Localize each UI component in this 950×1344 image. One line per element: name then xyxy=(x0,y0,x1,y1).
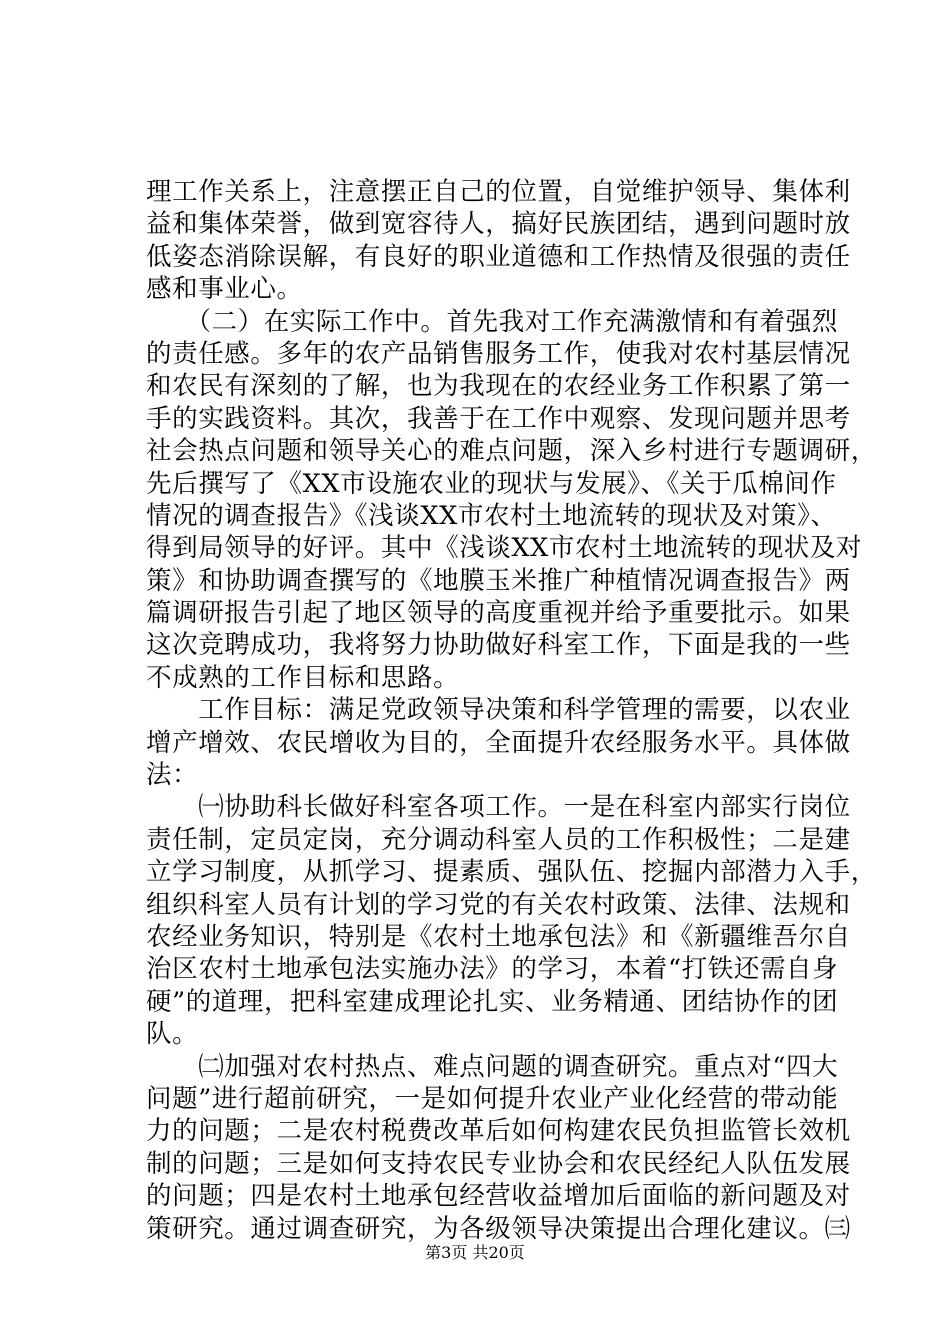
text-line: 队。 xyxy=(146,1019,199,1050)
text-line: 力的问题；二是农村税费改革后如何构建农民负担监管长效机 xyxy=(146,1116,851,1147)
text-line: 低姿态消除误解，有良好的职业道德和工作热情及很强的责任 xyxy=(146,241,851,272)
text-line: 得到局领导的好评。其中《浅谈XX市农村土地流转的现状及对 xyxy=(146,533,863,564)
text-line: 益和集体荣誉，做到宽容待人，搞好民族团结，遇到问题时放 xyxy=(146,209,851,240)
text-line: 这次竞聘成功，我将努力协助做好科室工作，下面是我的一些 xyxy=(146,630,851,661)
text-line: 手的实践资料。其次，我善于在工作中观察、发现问题并思考 xyxy=(146,403,851,434)
text-line: 治区农村土地承包法实施办法》的学习，本着“打铁还需自身 xyxy=(146,954,839,985)
text-line: 情况的调查报告》《浅谈XX市农村土地流转的现状及对策》、 xyxy=(146,500,837,531)
text-line: ㈡加强对农村热点、难点问题的调查研究。重点对“四大 xyxy=(146,1051,839,1082)
text-line: 的责任感。多年的农产品销售服务工作，使我对农村基层情况 xyxy=(146,338,851,369)
text-line: 和农民有深刻的了解，也为我现在的农经业务工作积累了第一 xyxy=(146,371,851,402)
text-line: 的问题；四是农村土地承包经营收益增加后面临的新问题及对 xyxy=(146,1181,851,1212)
text-line: 立学习制度，从抓学习、提素质、强队伍、挖掘内部潜力入手， xyxy=(146,857,877,888)
text-line: （二）在实际工作中。首先我对工作充满激情和有着强烈 xyxy=(146,306,838,337)
text-line: 策》和协助调查撰写的《地膜玉米推广种植情况调查报告》两 xyxy=(146,565,851,596)
text-line: 工作目标：满足党政领导决策和科学管理的需要，以农业 xyxy=(146,695,851,726)
text-line: 增产增效、农民增收为目的，全面提升农经服务水平。具体做 xyxy=(146,727,851,758)
text-line: 感和事业心。 xyxy=(146,274,303,305)
text-line: 问题”进行超前研究，一是如何提升农业产业化经营的带动能 xyxy=(146,1083,839,1114)
page-footer xyxy=(0,1243,950,1263)
text-line: 策研究。通过调查研究，为各级领导决策提出合理化建议。㈢ xyxy=(146,1213,851,1244)
text-line: ㈠协助科长做好科室各项工作。一是在科室内部实行岗位 xyxy=(146,792,851,823)
text-line: 理工作关系上，注意摆正自己的位置，自觉维护领导、集体利 xyxy=(146,177,851,207)
text-line: 制的问题；三是如何支持农民专业协会和农民经纪人队伍发展 xyxy=(146,1148,851,1179)
text-line: 责任制，定员定岗，充分调动科室人员的工作积极性；二是建 xyxy=(146,824,851,855)
text-line: 法： xyxy=(146,760,199,791)
document-body xyxy=(146,176,877,1245)
text-line: 不成熟的工作目标和思路。 xyxy=(146,662,460,693)
text-line: 社会热点问题和领导关心的难点问题，深入乡村进行专题调研， xyxy=(146,436,877,467)
text-line: 硬”的道理，把科室建成理论扎实、业务精通、团结协作的团 xyxy=(146,986,839,1017)
text-line: 组织科室人员有计划的学习党的有关农村政策、法律、法规和 xyxy=(146,889,851,920)
text-line: 篇调研报告引起了地区领导的高度重视并给予重要批示。如果 xyxy=(146,598,851,629)
text-line: 农经业务知识，特别是《农村土地承包法》和《新疆维吾尔自 xyxy=(146,921,851,952)
page-number-label: 第3页 共20页 xyxy=(425,1243,525,1262)
text-line: 先后撰写了《XX市设施农业的现状与发展》、《关于瓜棉间作 xyxy=(146,468,837,499)
